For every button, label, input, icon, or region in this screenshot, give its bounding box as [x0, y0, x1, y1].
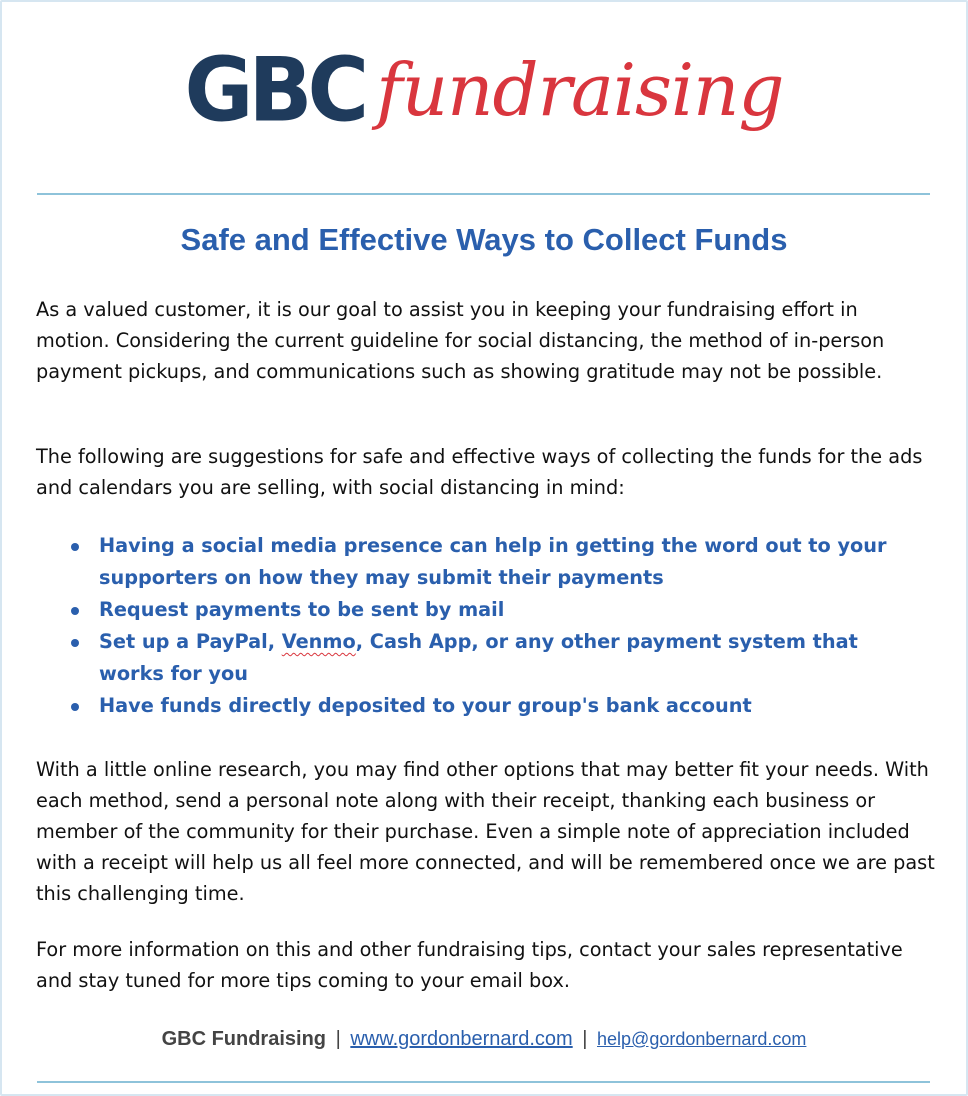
list-item [36, 530, 926, 594]
more-info-paragraph: For more information on this and other fundraising tips, contact your sales representative and stay tuned for more tips coming to your email box. [36, 938, 903, 992]
suggestions-list [36, 530, 926, 722]
website-link[interactable]: www.gordonbernard.com [350, 1028, 573, 1050]
bottom-divider [37, 1081, 930, 1083]
bullet-icon [71, 703, 79, 711]
lead-paragraph: The following are suggestions for safe and effective ways of collecting the funds for the ads and calendars you are selling, with social distancing in mind: [36, 445, 923, 499]
list-item-text: Having a social media presence can help in getting the word out to your supporters on how they may submit their payments [99, 534, 887, 589]
logo-fundraising-script: fundraising [376, 48, 784, 132]
footer-separator: | [582, 1028, 588, 1050]
top-divider [37, 193, 930, 195]
list-item-text: Request payments to be sent by mail [99, 598, 505, 621]
list-item-text-start: Set up a PayPal, [99, 630, 282, 653]
bullet-icon [71, 543, 79, 551]
gbc-fundraising-logo [0, 40, 968, 160]
footer-separator: | [335, 1028, 341, 1050]
footer [0, 1024, 968, 1054]
list-item [36, 690, 926, 722]
intro-paragraph: As a valued customer, it is our goal to assist you in keeping your fundraising effort in motion. Considering the current guideline for social distancing, the method of in-person payment pickups, and communications such as showing gratitude may not be possible. [36, 298, 885, 383]
footer-brand: GBC Fundraising [161, 1028, 327, 1050]
list-item-text: Have funds directly deposited to your group's bank account [99, 694, 752, 717]
bullet-icon [71, 607, 79, 615]
spellcheck-flagged-word[interactable]: Venmo [281, 630, 356, 653]
email-link[interactable]: help@gordonbernard.com [597, 1029, 807, 1049]
list-item [36, 594, 926, 626]
list-item-text-end: , Cash App, or any other payment system that works for you [99, 630, 858, 685]
list-item [36, 626, 926, 690]
logo-gbc-wordmark: GBC [184, 38, 365, 142]
research-paragraph: With a little online research, you may find other options that may better fit your needs. With each method, send a personal note along with their receipt, thanking each business or member of the community for their purchase. Even a simple note of appreciation included with a receipt will help us all feel more connected, and will be remembered once we are past this challenging time. [36, 758, 935, 905]
bullet-icon [71, 639, 79, 647]
page-title: Safe and Effective Ways to Collect Funds [180, 222, 788, 257]
